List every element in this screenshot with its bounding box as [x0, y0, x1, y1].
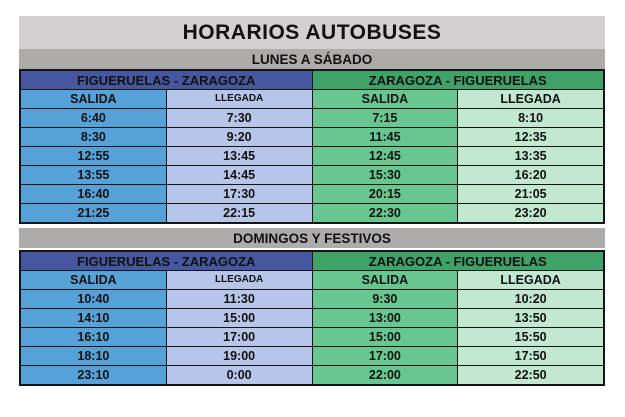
time-cell: 17:00	[167, 328, 312, 346]
time-cell: 7:30	[167, 109, 312, 127]
time-cell: 12:55	[21, 147, 166, 165]
time-cell: 14:10	[21, 309, 166, 327]
time-cell: 13:35	[458, 147, 603, 165]
time-cell: 17:00	[313, 347, 458, 365]
column-header-llegada-green: LLEGADA	[458, 90, 603, 108]
column-header-llegada-blue: LLEGADA	[167, 271, 312, 289]
time-cell: 13:55	[21, 166, 166, 184]
column-header-salida-green: SALIDA	[313, 271, 458, 289]
time-cell: 10:40	[21, 290, 166, 308]
route-header-figueruelas-zaragoza: FIGUERUELAS - ZARAGOZA	[21, 252, 312, 270]
time-cell: 9:30	[313, 290, 458, 308]
time-cell: 10:20	[458, 290, 603, 308]
schedule-table-weekday	[19, 69, 605, 224]
time-cell: 20:15	[313, 185, 458, 203]
section-banner-weekday: LUNES A SÁBADO	[19, 49, 605, 69]
route-header-figueruelas-zaragoza: FIGUERUELAS - ZARAGOZA	[21, 71, 312, 89]
time-cell: 6:40	[21, 109, 166, 127]
time-cell: 21:05	[458, 185, 603, 203]
column-header-llegada-green: LLEGADA	[458, 271, 603, 289]
section-banner-sunday: DOMINGOS Y FESTIVOS	[19, 228, 605, 248]
time-cell: 8:10	[458, 109, 603, 127]
column-header-salida-blue: SALIDA	[21, 90, 166, 108]
column-header-salida-blue: SALIDA	[21, 271, 166, 289]
time-cell: 0:00	[167, 366, 312, 384]
time-cell: 16:10	[21, 328, 166, 346]
time-cell: 21:25	[21, 204, 166, 222]
time-cell: 7:15	[313, 109, 458, 127]
time-cell: 22:30	[313, 204, 458, 222]
time-cell: 22:50	[458, 366, 603, 384]
time-cell: 22:15	[167, 204, 312, 222]
time-cell: 15:00	[167, 309, 312, 327]
column-header-llegada-blue: LLEGADA	[167, 90, 312, 108]
time-cell: 23:20	[458, 204, 603, 222]
page-title: HORARIOS AUTOBUSES	[19, 16, 605, 49]
time-cell: 8:30	[21, 128, 166, 146]
route-header-zaragoza-figueruelas: ZARAGOZA - FIGUERUELAS	[313, 71, 604, 89]
time-cell: 15:50	[458, 328, 603, 346]
time-cell: 11:45	[313, 128, 458, 146]
time-cell: 13:45	[167, 147, 312, 165]
time-cell: 15:30	[313, 166, 458, 184]
time-cell: 13:50	[458, 309, 603, 327]
time-cell: 12:45	[313, 147, 458, 165]
time-cell: 11:30	[167, 290, 312, 308]
time-cell: 19:00	[167, 347, 312, 365]
time-cell: 13:00	[313, 309, 458, 327]
time-cell: 17:50	[458, 347, 603, 365]
time-cell: 22:00	[313, 366, 458, 384]
schedule-table-sunday	[19, 250, 605, 386]
time-cell: 18:10	[21, 347, 166, 365]
time-cell: 16:20	[458, 166, 603, 184]
time-cell: 14:45	[167, 166, 312, 184]
time-cell: 17:30	[167, 185, 312, 203]
column-header-salida-green: SALIDA	[313, 90, 458, 108]
time-cell: 23:10	[21, 366, 166, 384]
time-cell: 15:00	[313, 328, 458, 346]
time-cell: 12:35	[458, 128, 603, 146]
time-cell: 16:40	[21, 185, 166, 203]
schedule-board	[19, 16, 605, 386]
time-cell: 9:20	[167, 128, 312, 146]
route-header-zaragoza-figueruelas: ZARAGOZA - FIGUERUELAS	[313, 252, 604, 270]
